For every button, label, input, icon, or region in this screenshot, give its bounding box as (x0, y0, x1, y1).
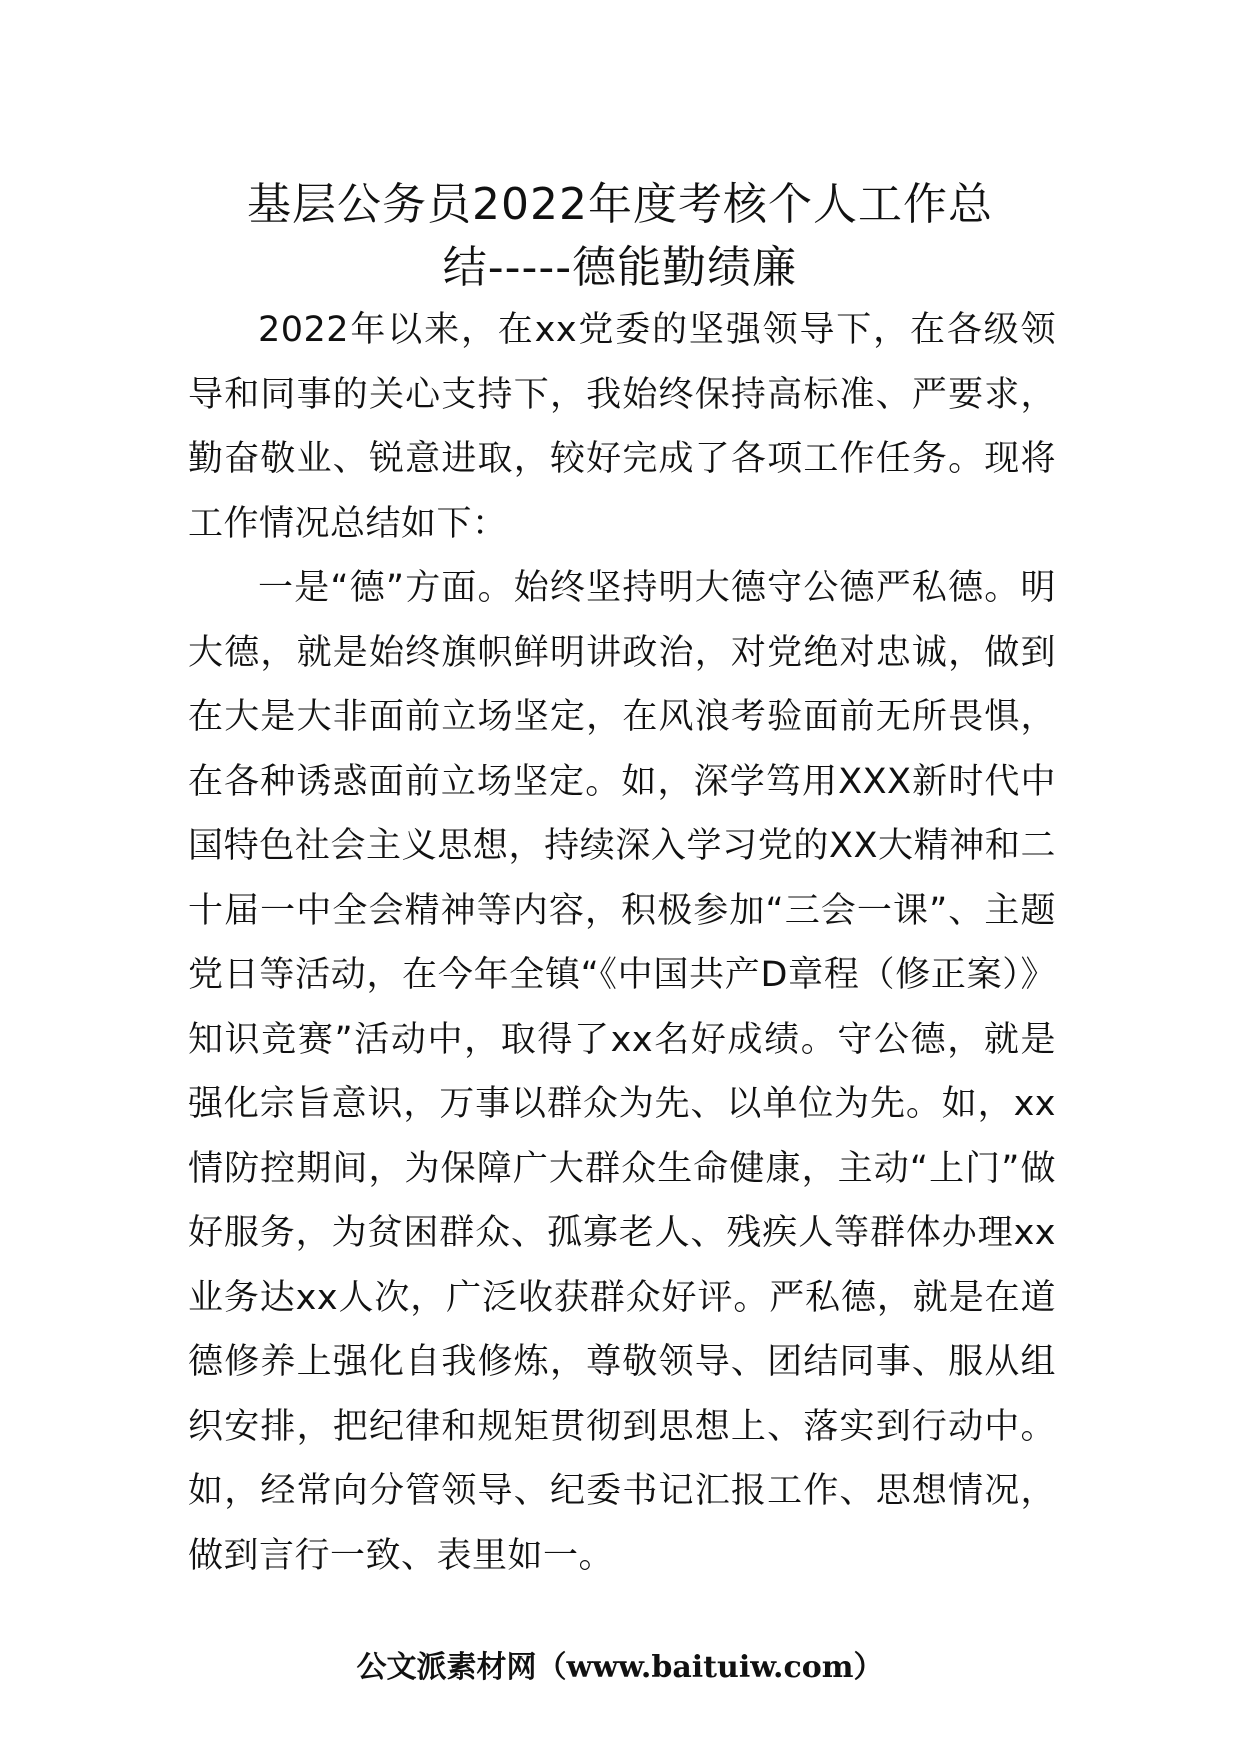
paragraph-virtue: 一是“德”方面。始终坚持明大德守公德严私德。明大德，就是始终旗帜鲜明讲政治，对党绝对忠诚，做到在大是大非面前立场坚定，在风浪考验面前无所畏惧，在各种诱惑面前立场坚定。如，深学笃用XXX新时代中国特色社会主义思想，持续深入学习党的XX大精神和二十届一中全会精神等内容，积极参加“三会一课”、主题党日等活动，在今年全镇“《中国共产D章程（修正案）》知识竞赛”活动中，取得了xx名好成绩。守公德，就是强化宗旨意识，万事以群众为先、以单位为先。如，xx情防控期间，为保障广大群众生命健康，主动“上门”做好服务，为贫困群众、孤寡老人、残疾人等群体办理xx业务达xx人次，广泛收获群众好评。严私德，就是在道德修养上强化自我修炼，尊敬领导、团结同事、服从组织安排，把纪律和规矩贯彻到思想上、落实到行动中。如，经常向分管领导、纪委书记汇报工作、思想情况，做到言行一致、表里如一。 (188, 568, 1056, 1576)
footer-source-text: 公文派素材网（www.baituiw.com） (356, 1650, 884, 1685)
document-title-line-1: 基层公务员2022年度考核个人工作总 (247, 179, 993, 230)
paragraph-intro: 2022年以来，在xx党委的坚强领导下，在各级领导和同事的关心支持下，我始终保持高标准、严要求，勤奋敬业、锐意进取，较好完成了各项工作任务。现将工作情况总结如下： (188, 310, 1056, 544)
document-title-line-2: 结-----德能勤绩廉 (442, 242, 798, 293)
document-body (188, 298, 1056, 1588)
